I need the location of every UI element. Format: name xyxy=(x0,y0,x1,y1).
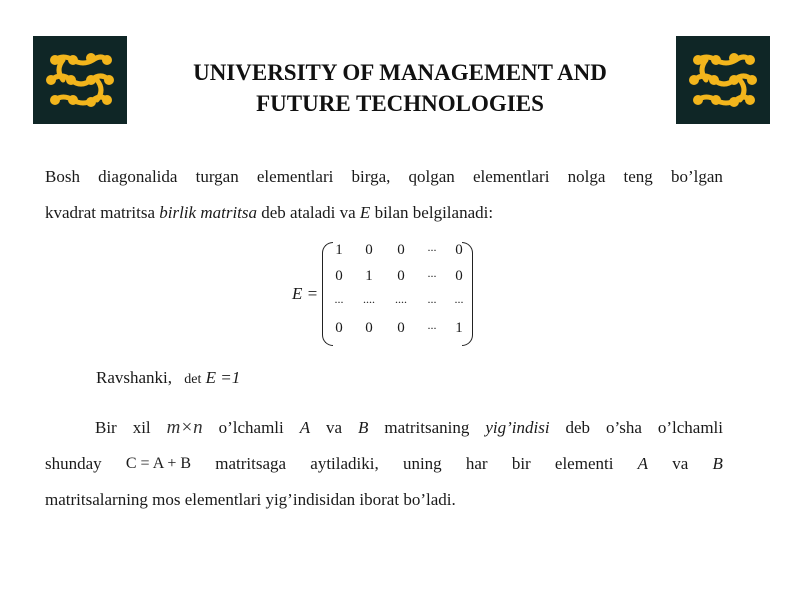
matrix-cell: ... xyxy=(427,266,437,280)
word: xil xyxy=(132,418,151,437)
matrix-cell: 1 xyxy=(335,242,343,258)
word: va xyxy=(326,418,343,437)
word: elementlari xyxy=(256,167,334,186)
para1-line-2 xyxy=(45,195,723,231)
para2-line-2 xyxy=(45,446,723,482)
det-expression: E =1 xyxy=(205,368,241,387)
matrix-row xyxy=(328,240,468,266)
matrix-cell: 0 xyxy=(455,268,463,284)
matrix-cell: 0 xyxy=(335,268,343,284)
word: matritsaga xyxy=(215,454,287,473)
paragraph-identity-matrix xyxy=(45,159,723,231)
para2-line-1 xyxy=(45,410,723,446)
matrix-cell: 0 xyxy=(365,242,373,258)
identity-matrix-formula xyxy=(288,240,488,348)
matrix-row xyxy=(328,292,468,318)
word: shunday xyxy=(45,454,102,473)
matrix-row xyxy=(328,266,468,292)
matrix-row xyxy=(328,318,468,344)
university-logo-right xyxy=(676,36,770,124)
determinant-statement xyxy=(96,368,240,388)
formula-lhs: E = xyxy=(292,284,319,303)
matrix-cell: ... xyxy=(427,318,437,332)
matrix-cell: 1 xyxy=(455,320,463,336)
word: birga, xyxy=(351,167,391,186)
word: deb xyxy=(565,418,591,437)
word: har xyxy=(465,454,488,473)
word: turgan xyxy=(195,167,239,186)
symbol-A: A xyxy=(299,418,311,437)
matrix-cell: .... xyxy=(395,292,407,306)
matrix-cell: .... xyxy=(363,292,375,306)
university-logo-icon xyxy=(33,36,127,124)
university-logo-left xyxy=(33,36,127,124)
sum-formula: C = A + B xyxy=(125,455,192,472)
matrix-cell: 0 xyxy=(455,242,463,258)
word: nolga xyxy=(567,167,606,186)
title-line-2: FUTURE TECHNOLOGIES xyxy=(256,91,544,116)
dimension-mxn: m×n xyxy=(166,417,203,438)
text: deb ataladi va xyxy=(257,203,360,222)
word: Bosh xyxy=(45,167,80,186)
word: bo’lgan xyxy=(670,167,723,186)
symbol-E: E xyxy=(359,203,371,222)
word: o’lchamli xyxy=(657,418,723,437)
word: elementi xyxy=(554,454,614,473)
title-line-1: UNIVERSITY OF MANAGEMENT AND xyxy=(193,60,607,85)
matrix-cell: ... xyxy=(454,292,464,306)
page-title xyxy=(140,57,660,119)
matrix-cell: 0 xyxy=(397,242,405,258)
word: matritsaning xyxy=(384,418,470,437)
word: aytiladiki, xyxy=(310,454,379,473)
symbol-B: B xyxy=(358,418,369,437)
matrix-cell: ... xyxy=(334,292,344,306)
word: bir xyxy=(511,454,531,473)
matrix-cell: 0 xyxy=(397,320,405,336)
symbol-A: A xyxy=(637,454,649,473)
matrix-cell: 0 xyxy=(397,268,405,284)
matrix-cell: 0 xyxy=(335,320,343,336)
matrix-grid xyxy=(328,240,468,344)
matrix-cell: ... xyxy=(427,292,437,306)
paragraph-matrix-sum xyxy=(45,410,723,518)
matrix-cell: 0 xyxy=(365,320,373,336)
term-identity-matrix: birlik matritsa xyxy=(159,203,258,222)
ravshanki-text: Ravshanki, xyxy=(96,368,173,387)
word: uning xyxy=(402,454,442,473)
para2-line-3: matritsalarning mos elementlari yig’indisidan iborat bo’ladi. xyxy=(45,490,456,509)
para1-line-1 xyxy=(45,159,723,195)
text: bilan belgilanadi: xyxy=(370,203,494,222)
word: va xyxy=(672,454,689,473)
word: Bir xyxy=(95,418,117,437)
matrix-cell: ... xyxy=(427,240,437,254)
symbol-B: B xyxy=(712,454,723,473)
university-logo-icon xyxy=(676,36,770,124)
word: diagonalida xyxy=(98,167,178,186)
word: teng xyxy=(623,167,653,186)
text: kvadrat matritsa xyxy=(45,203,160,222)
word: qolgan xyxy=(408,167,455,186)
word: o’sha xyxy=(606,418,642,437)
word: o’lchamli xyxy=(218,418,284,437)
term-sum: yig’indisi xyxy=(485,418,550,437)
det-operator: det xyxy=(184,372,202,387)
matrix-cell: 1 xyxy=(365,268,373,284)
word: elementlari xyxy=(472,167,550,186)
